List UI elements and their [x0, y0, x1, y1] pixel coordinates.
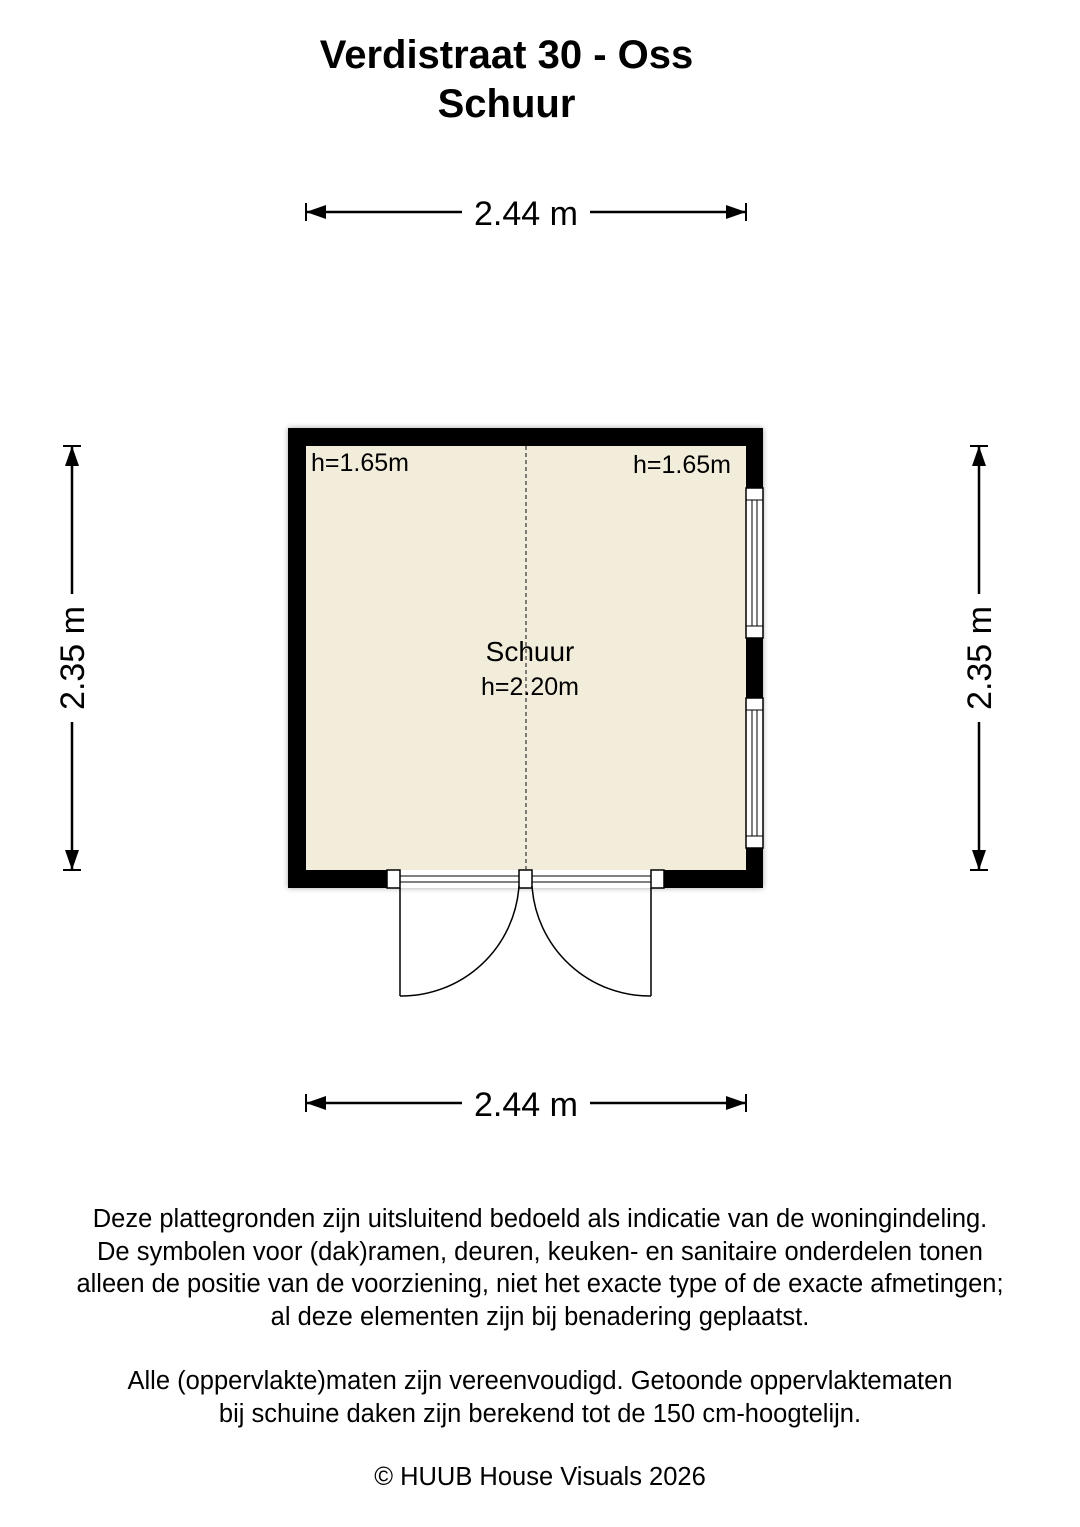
door-jamb-right [651, 870, 664, 888]
double-door [387, 870, 664, 996]
disclaimer-paragraph-1 [0, 1203, 1080, 1333]
arrow-down-icon [65, 850, 79, 870]
window-right-upper [746, 488, 763, 638]
plan-title-address: Verdistraat 30 - Oss [319, 33, 694, 77]
dimension-label: 2.35 m [54, 606, 92, 710]
arrow-right-icon [726, 1096, 746, 1110]
dimension-label: 2.35 m [961, 606, 999, 710]
plan-title-building: Schuur [437, 82, 576, 126]
height-label-top-right: h=1.65m [633, 451, 731, 479]
disclaimer-line: Alle (oppervlakte)maten zijn vereenvoudigd. Getoonde oppervlaktematen [127, 1367, 953, 1395]
arrow-left-icon [306, 205, 326, 219]
disclaimer-line: Deze plattegronden zijn uitsluitend bedoeld als indicatie van de woningindeling. [92, 1205, 988, 1233]
arrow-right-icon [726, 205, 746, 219]
dimension-label: 2.44 m [474, 195, 578, 233]
room-height-label: h=2.20m [481, 673, 579, 701]
dimension-left-depth [54, 446, 92, 870]
arrow-down-icon [972, 850, 986, 870]
disclaimer-line: al deze elementen zijn bij benadering geplaatst. [270, 1302, 810, 1331]
disclaimer-line: De symbolen voor (dak)ramen, deuren, keuken- en sanitaire onderdelen tonen [97, 1237, 983, 1266]
window-frame [746, 488, 763, 638]
disclaimer-line: bij schuine daken zijn berekend tot de 150 cm-hoogtelijn. [218, 1399, 862, 1428]
arrow-up-icon [972, 446, 986, 466]
window-frame [746, 698, 763, 848]
height-label-top-left: h=1.65m [311, 449, 409, 477]
dimension-label: 2.44 m [474, 1086, 578, 1124]
door-swing-arc-right [532, 886, 651, 996]
door-swing-arc-left [400, 886, 519, 996]
dimension-right-depth [961, 446, 999, 870]
copyright-notice: © HUUB House Visuals 2026 [374, 1463, 706, 1491]
dimension-bottom-width [306, 1086, 746, 1124]
disclaimer-line: alleen de positie van de voorziening, niet het exacte type of de exacte afmetingen; [76, 1270, 1004, 1298]
arrow-left-icon [306, 1096, 326, 1110]
dimension-top-width [306, 195, 746, 233]
door-mullion [519, 870, 532, 888]
room-name-label: Schuur [485, 636, 575, 667]
disclaimer-paragraph-2 [0, 1365, 1080, 1430]
arrow-up-icon [65, 446, 79, 466]
door-jamb-left [387, 870, 400, 888]
window-right-lower [746, 698, 763, 848]
room-schuur [288, 428, 763, 996]
